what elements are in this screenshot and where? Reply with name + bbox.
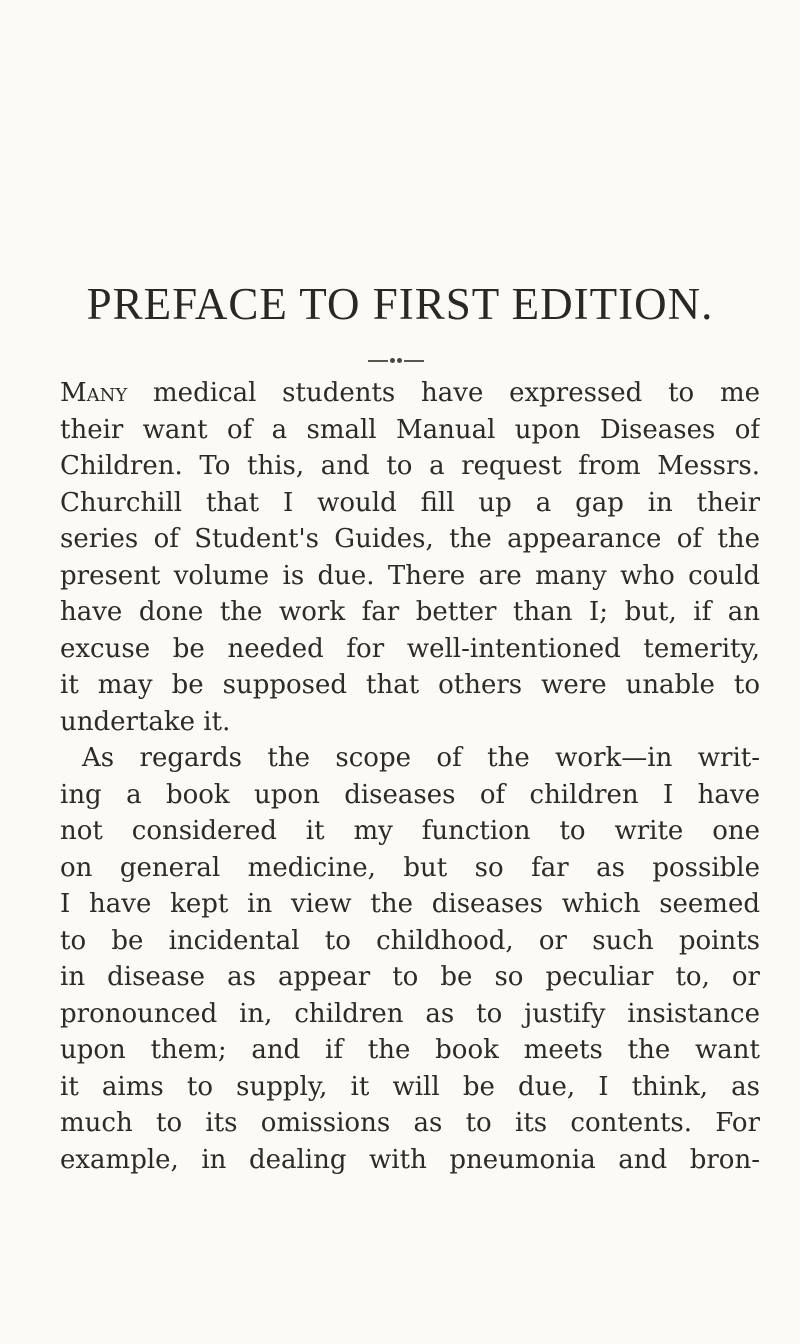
text-line: pronounced in, children as to justify insistance — [60, 998, 760, 1029]
text-line: their want of a small Manual upon Diseases of — [60, 414, 760, 445]
text-line: Churchill that I would fill up a gap in their — [60, 487, 760, 518]
text-line: example, in dealing with pneumonia and bron- — [60, 1144, 760, 1175]
text-line: upon them; and if the book meets the want — [60, 1035, 760, 1065]
text-line: to be incidental to childhood, or such points — [60, 925, 760, 956]
text-line: in disease as appear to be so peculiar to, or — [60, 962, 760, 992]
text-line: much to its omissions as to its contents. For — [60, 1108, 760, 1138]
text-line: not considered it my function to write one — [60, 816, 760, 846]
text-line: it may be supposed that others were unable to — [60, 670, 760, 700]
text-line: Children. To this, and to a request from Messrs. — [60, 451, 760, 481]
text-line: present volume is due. There are many who could — [60, 560, 760, 591]
ornament-dot — [390, 358, 395, 363]
text-line: have done the work far better than I; but, if an — [60, 597, 760, 627]
ornament-divider — [368, 358, 424, 364]
text-line: ing a book upon diseases of children I have — [60, 779, 760, 810]
page-title: PREFACE TO FIRST EDITION. — [86, 279, 714, 329]
text-line: it aims to supply, it will be due, I think, as — [60, 1071, 760, 1102]
ornament-rule-left — [368, 360, 388, 362]
text-line: As regards the scope of the work—in writ- — [82, 743, 760, 773]
ornament-dot — [397, 358, 402, 363]
text-line: Many medical students have expressed to me — [60, 378, 760, 408]
text-line: on general medicine, but so far as possible — [60, 852, 760, 883]
ornament-rule-right — [404, 360, 424, 362]
text-line: excuse be needed for well-intentioned temerity, — [60, 633, 760, 664]
text-line: series of Student's Guides, the appearance of the — [60, 524, 760, 554]
lead-word: Many — [60, 378, 128, 408]
text-line: undertake it. — [60, 706, 231, 737]
text-line: I have kept in view the diseases which seemed — [60, 889, 760, 919]
preface-body — [60, 375, 760, 1178]
